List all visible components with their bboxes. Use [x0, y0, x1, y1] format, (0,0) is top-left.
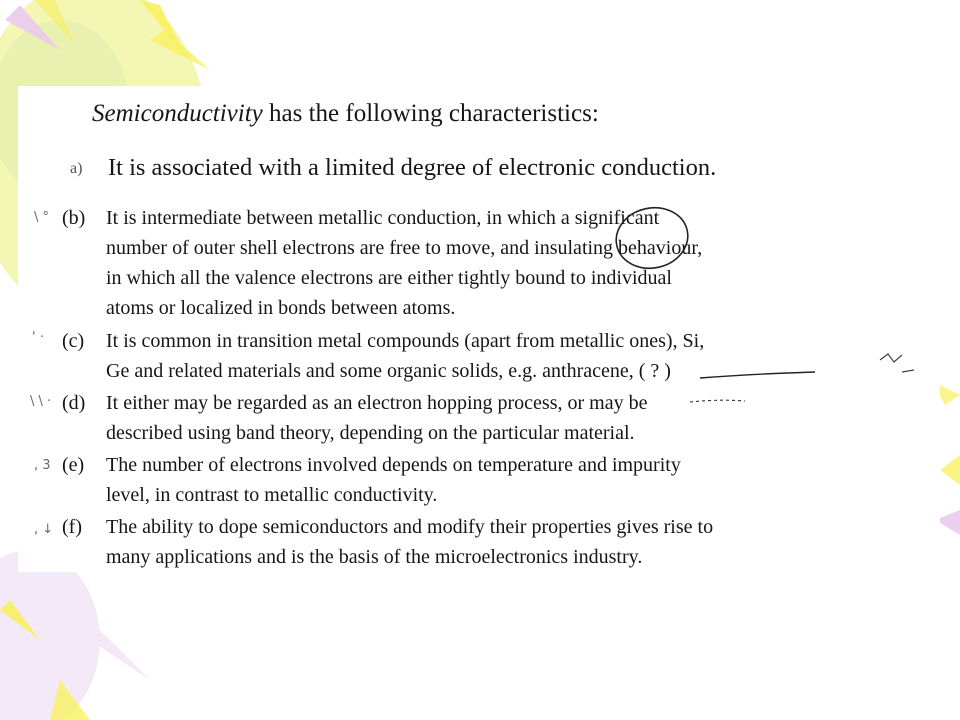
list-item-b	[62, 203, 702, 323]
list-item-line	[62, 326, 704, 356]
list-item-line: level, in contrast to metallic conductivity.	[106, 484, 438, 506]
margin-mark: \ °	[34, 210, 50, 225]
list-item-line	[62, 450, 681, 480]
list-item-text: The number of electrons involved depends on temperature and impurity	[106, 454, 681, 476]
list-item-line	[62, 388, 647, 418]
margin-mark: \ \ ·	[30, 394, 52, 409]
list-item-label: (f)	[62, 516, 82, 538]
list-item-text: It either may be regarded as an electron hopping process, or may be	[106, 392, 648, 414]
list-item-text: The ability to dope semiconductors and modify their properties gives rise to	[106, 516, 714, 538]
list-item-line	[62, 203, 702, 233]
list-item-line	[62, 512, 713, 542]
page-heading	[92, 100, 599, 128]
item-a-marker: a)	[70, 160, 83, 177]
list-item-label: (c)	[62, 330, 85, 352]
list-item-text: It is common in transition metal compounds (apart from metallic ones), Si,	[106, 330, 705, 352]
list-item-d	[62, 388, 647, 448]
heading-term: Semiconductivity	[92, 100, 263, 127]
margin-mark: , ↓	[34, 522, 54, 537]
list-item-line: Ge and related materials and some organic solids, e.g. anthracene, ( ? )	[106, 360, 671, 382]
list-item-line: atoms or localized in bonds between atoms.	[106, 297, 456, 319]
heading-rest: has the following characteristics:	[262, 100, 599, 127]
list-item-line: described using band theory, depending on the particular material.	[106, 422, 635, 444]
list-item-e	[62, 450, 681, 510]
list-item-label: (e)	[62, 454, 85, 476]
list-item-label: (d)	[62, 392, 86, 414]
margin-mark: ' ·	[32, 330, 44, 345]
list-item-f	[62, 512, 713, 572]
list-item-label: (b)	[62, 207, 86, 229]
list-item-c	[62, 326, 704, 386]
list-item-line: number of outer shell electrons are free to move, and insulating behaviour,	[106, 237, 703, 259]
margin-mark: , 3	[34, 458, 51, 473]
item-a-text: It is associated with a limited degree of electronic conduction.	[108, 154, 717, 181]
list-item-line: many applications and is the basis of the microelectronics industry.	[106, 546, 643, 568]
list-item-line: in which all the valence electrons are either tightly bound to individual	[106, 267, 672, 289]
list-item-text: It is intermediate between metallic conduction, in which a significant	[106, 207, 660, 229]
